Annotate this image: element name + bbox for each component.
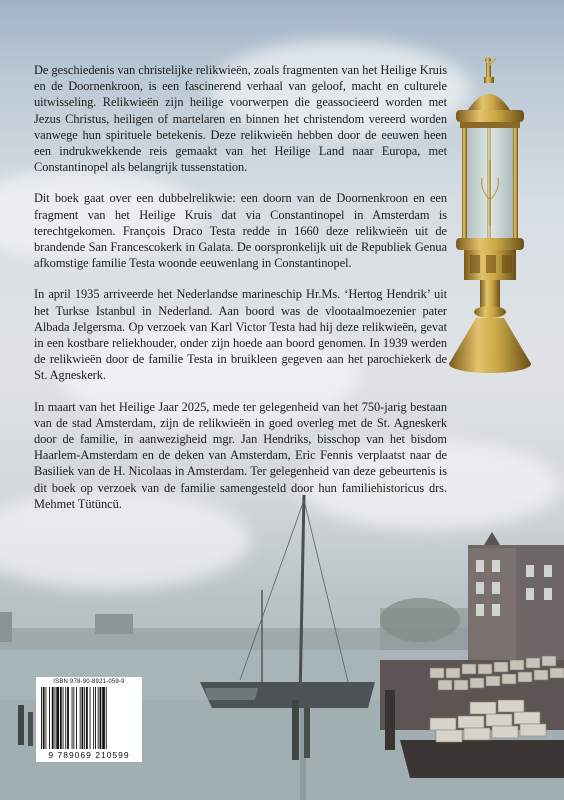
paragraph: Dit boek gaat over een dubbelrelikwie: een doorn van de Doornenkroon en een fragment van het Heilige Kruis dat via Constantinopel in Amsterdam is terechtgekomen. François Draco Testa redde in 1660 deze relikwieën uit de brandende San Francescokerk in Galata. De oorspronkelijk uit de Republiek Genua afkomstige familie Testa woonde eeuwenlang in Constantinopel.	[34, 191, 447, 271]
reliquary-image	[446, 50, 536, 380]
paragraph: De geschiedenis van christelijke relikwieën, zoals fragmenten van het Heilige Kruis en de Doornenkroon, is een fascinerend verhaal van geloof, macht en culturele uitwisseling. Relikwieën zijn heilige voorwerpen die geassocieerd worden met Jezus Christus, heiligen of martelaren en binnen het christendom vereerd worden vanwege hun spirituele betekenis. Deze relikwieën hebben door de eeuwen heen een indrukwekkende reis gemaakt van het Heilige Land naar Europa, met Constantinopel als belangrijk tussenstation.	[34, 63, 447, 175]
isbn-barcode	[36, 677, 142, 762]
isbn-digits: 9 789069 210599	[48, 750, 130, 760]
barcode-bars	[41, 687, 137, 749]
isbn-label: ISBN 978-90-8921-059-9	[53, 679, 125, 685]
paragraph: In maart van het Heilige Jaar 2025, mede ter gelegenheid van het 750-jarig bestaan van de stad Amsterdam, zijn de relikwieën in goed overleg met de St. Agneskerk door de familie, in aanwezigheid mgr. Jan Hendriks, bisschop van het bisdom Haarlem-Amsterdam en de deken van Amsterdam, Eric Fennis verplaatst naar de Basiliek van de H. Nicolaas in Amsterdam. Ter gelegenheid van deze gebeurtenis is dit boek op verzoek van de familie samengesteld door hun familiehistoricus drs. Mehmet Tütüncü.	[34, 399, 447, 511]
paragraph: In april 1935 arriveerde het Nederlandse marineschip Hr.Ms. ‘Hertog Hendrik’ uit het Turkse Istanbul in Nederland. Aan boord was de vlootaalmoezenier pater Albada Jelgersma. Op verzoek van Karl Victor Testa had hij deze relikwieën, gevat in een kostbare reliekhouder, onder zijn hoede aan boord genomen. In 1939 werden de relikwieën door de familie Testa in bruikleen gegeven aan het parochiekerk de St. Agneskerk.	[34, 287, 447, 383]
back-cover-text	[34, 62, 447, 527]
